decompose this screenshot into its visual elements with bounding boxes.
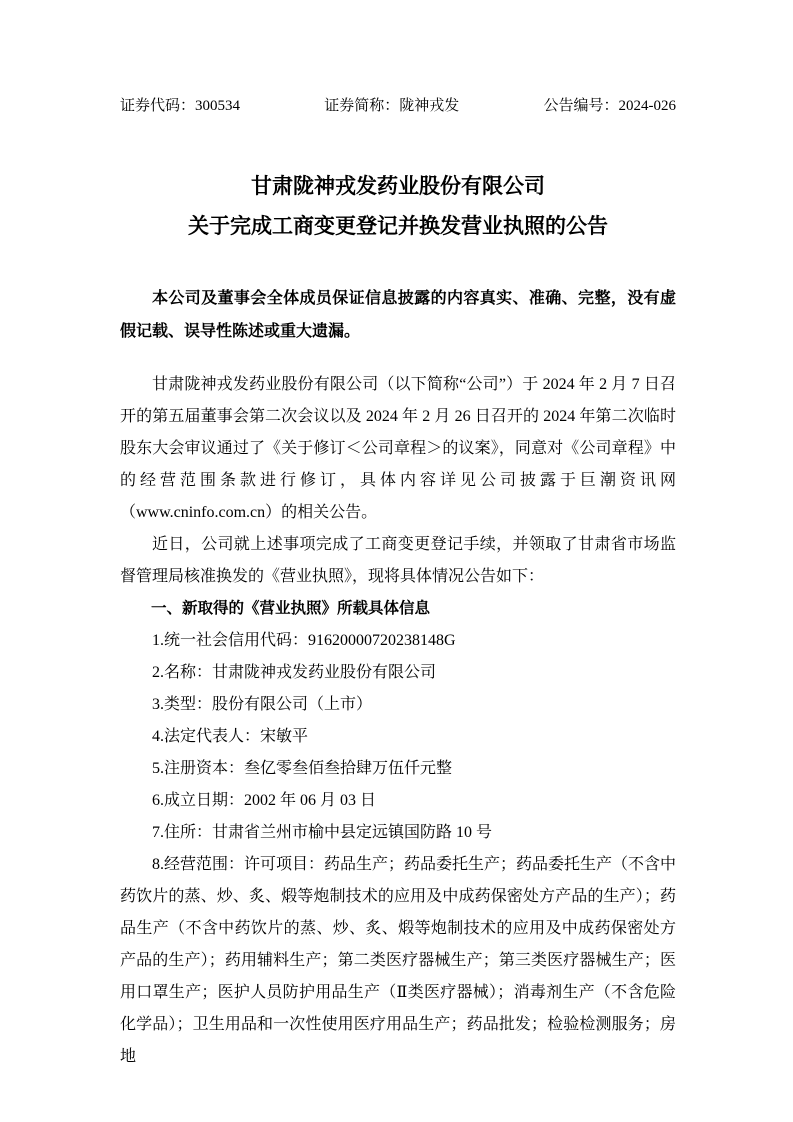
stock-short-name: 证券简称：陇神戎发 xyxy=(324,98,460,114)
license-item-type: 3.类型：股份有限公司（上市） xyxy=(152,696,373,713)
document-title-line2: 关于完成工商变更登记并换发营业执照的公告 xyxy=(188,214,608,238)
document-title-line1: 甘肃陇神戎发药业股份有限公司 xyxy=(251,174,545,198)
license-item-registered-capital: 5.注册资本：叁亿零叁佰叁拾肆万伍仟元整 xyxy=(152,760,453,777)
document-content xyxy=(120,0,676,1073)
license-item-business-scope: 8.经营范围：许可项目：药品生产；药品委托生产；药品委托生产（不含中药饮片的蒸、炒、炙、煅等炮制技术的应用及中成药保密处方产品的生产）；药品生产（不含中药饮片的蒸、炒、炙、煅等炮制技术的应用及中成药保密处方产品的生产）；药用辅料生产；第二类医疗器械生产；第三类医疗器械生产；医用口罩生产；医护人员防护用品生产（Ⅱ类医疗器械）；消毒剂生产（不含危险化学品）；卫生用品和一次性使用医疗用品生产；药品批发；检验检测服务；房地 xyxy=(120,856,677,1065)
license-item-legal-representative: 4.法定代表人：宋敏平 xyxy=(152,728,309,745)
license-item-address: 7.住所：甘肃省兰州市榆中县定远镇国防路 10 号 xyxy=(152,824,493,841)
document-body xyxy=(120,369,676,1073)
license-item-establishment-date: 6.成立日期：2002 年 06 月 03 日 xyxy=(152,792,377,809)
declaration-paragraph: 本公司及董事会全体成员保证信息披露的内容真实、准确、完整，没有虚假记载、误导性陈述或重大遗漏。 xyxy=(120,290,676,340)
license-item-credit-code: 1.统一社会信用代码：91620000720238148G xyxy=(152,632,456,649)
paragraph-board-meeting: 甘肃陇神戎发药业股份有限公司（以下简称“公司”）于 2024 年 2 月 7 日召开的第五届董事会第二次会议以及 2024 年 2 月 26 日召开的 2024 年第二次临时股东大会审议通过了《关于修订＜公司章程＞的议案》，同意对《公司章程》中的经营范围条款进行修订，具体内容详见公司披露于巨潮资讯网（www.cninfo.com.cn）的相关公告。 xyxy=(120,376,676,521)
paragraph-registration-completed: 近日，公司就上述事项完成了工商变更登记手续，并领取了甘肃省市场监督管理局核准换发的《营业执照》，现将具体情况公告如下： xyxy=(120,536,676,585)
license-item-name: 2.名称：甘肃陇神戎发药业股份有限公司 xyxy=(152,664,437,681)
announcement-number: 公告编号：2024-026 xyxy=(543,98,676,114)
document-header-row xyxy=(120,96,676,116)
stock-code: 证券代码：300534 xyxy=(120,98,241,114)
section-heading-1: 一、新取得的《营业执照》所载具体信息 xyxy=(151,600,431,617)
